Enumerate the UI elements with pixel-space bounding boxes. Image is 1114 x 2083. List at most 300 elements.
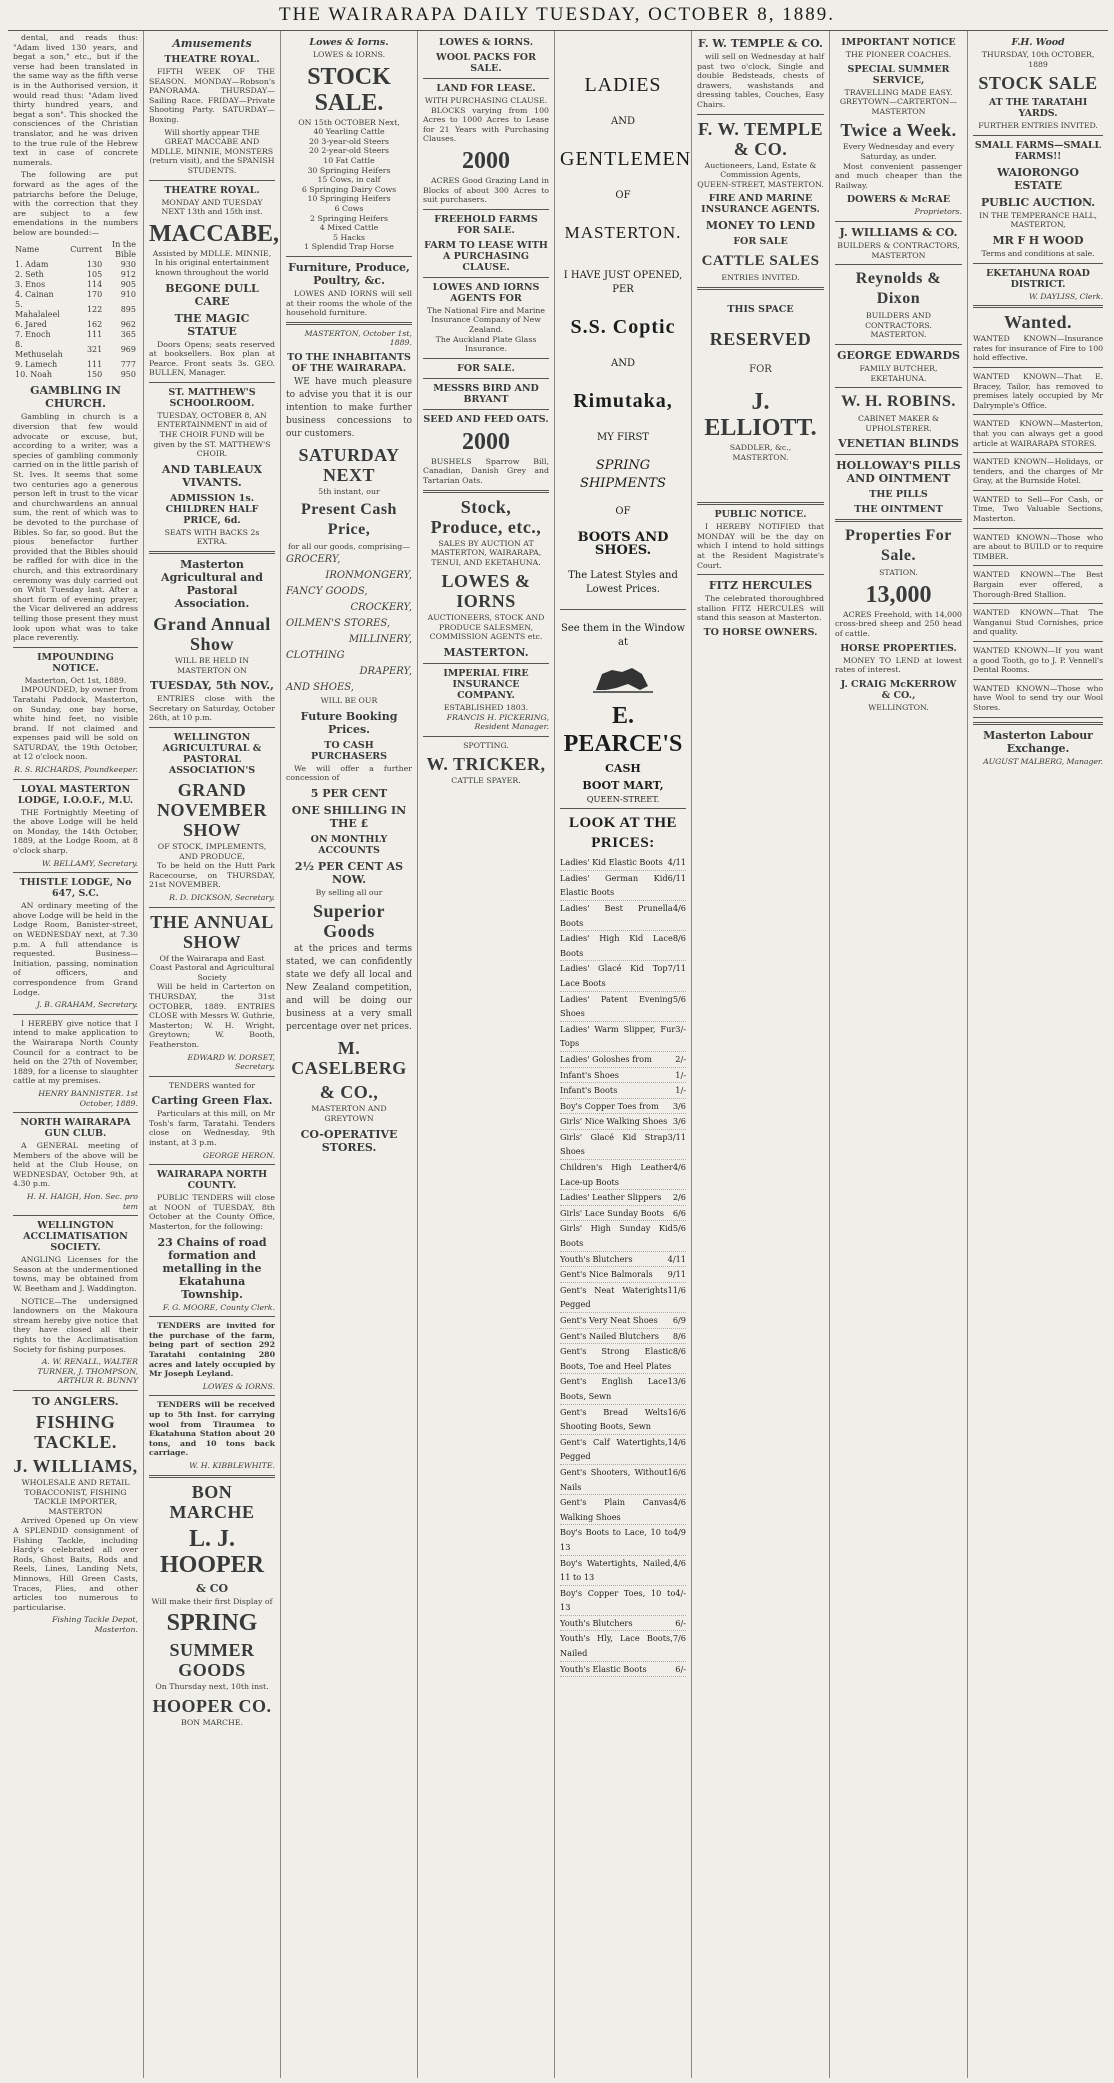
price-row [560,1344,686,1374]
wool-packs-heading: WOOL PACKS FOR SALE. [436,52,536,74]
wanted-ad: WANTED KNOWN—Holidays, or tenders, and the charges of Mr Gray, at the Burnside Hotel. [973,457,1103,486]
divider [149,1164,275,1165]
divider [149,907,275,908]
divider [423,409,549,410]
wanted-heading: Wanted. [1003,312,1072,333]
station-heading: STATION. [879,568,918,578]
table-cell: 910 [120,290,136,300]
fh-wood-heading: F.H. Wood [1011,37,1065,48]
price-item: Ladies' Goloshes from [560,1053,652,1064]
price-row [560,855,686,871]
price-row [560,1190,686,1206]
goods-list [286,552,412,696]
sections-heading: FOR SALE. [457,362,515,374]
divider [973,679,1103,680]
divider [560,609,686,610]
lowes-iorns-heading: Lowes & Iorns. [309,37,389,48]
divider [973,452,1103,453]
table-row [13,300,138,320]
of-word: OF [615,506,631,517]
price-row [560,1160,686,1190]
annual-show-text: Will be held in Carterton on THURSDAY, the 31st OCTOBER, 1889. ENTRIES CLOSE with Messrs W. Guthrie, Masterton; W. H. Wright, Greytown; W. Booth, Featherston. [149,982,275,1049]
divider [973,565,1103,566]
insurance-text: The National Fire and Marine Insurance Company of New Zealand. [426,305,546,334]
temple-sub: Auctioneers, Land, Estate & Commission Agents, [704,160,817,180]
table-row [13,330,138,340]
price-item: Ladies' Leather Slippers [560,1192,662,1203]
price-row [560,1052,686,1068]
price-item: Girls' High Sunday Kid Boots [560,1223,673,1249]
price-item: Boy's Copper Toes, 10 to 13 [560,1587,676,1613]
grand-show-subtitle: WILL BE HELD IN MASTERTON ON [174,656,250,675]
wanted-ad: WANTED to Sell—For Cash, or Time, Two Valuable Sections, Masterton. [973,494,1103,524]
column-8 [968,31,1108,2078]
column-8-top [973,33,1103,301]
masterton-date: MASTERTON, October 1st, 1889. [304,328,412,348]
impounding-signature: R. S. RICHARDS, Poundkeeper. [14,765,138,775]
divider [973,135,1103,136]
fh-wood-block [973,33,1103,301]
masterton-heading: MASTERTON. [564,223,682,242]
schoolroom-text: TUESDAY, OCTOBER 8, AN ENTERTAINMENT in aid of THE CHOIR FUND will be given by the ST. MATTHEW'S CHOIR. [153,410,271,459]
column-1 [8,31,144,2078]
wanted-ad: WANTED KNOWN—Those who have Wool to send try our Wool Stores. [973,683,1103,712]
williams-heading: J. WILLIAMS & CO. [839,225,958,239]
list-item: FANCY GOODS, [286,586,368,598]
table-cell: 930 [120,260,136,270]
impounding-place: Masterton, Oct 1st, 1889. [24,675,127,685]
price-row [560,1267,686,1283]
price-item: Gent's Strong Elastic Boots, Toe and Heel Plates [560,1346,673,1371]
price-item: Boy's Boots to Lace, 10 to 13 [560,1527,673,1552]
my-first: MY FIRST [597,432,649,443]
patriarch-ages-table [13,240,138,380]
divider [149,382,275,383]
bon-marche-heading: BON MARCHE [169,1481,255,1522]
acres-heading: 2000 [462,147,510,174]
price-row [560,1465,686,1495]
horse-owners-heading: TO HORSE OWNERS. [703,626,818,638]
farm-tender-text: TENDERS are invited for the purchase of the farm, being part of section 292 Taratahi containing 280 acres and lately occupied by Mr Joseph Leyland. [149,1321,275,1379]
table-header-cell: Name [15,245,40,255]
impounding-heading: IMPOUNDING NOTICE. [37,651,114,674]
column-7 [830,31,968,2078]
table-row [13,370,138,380]
saturday-sub: 5th instant, our [318,486,380,496]
edwards-sub: FAMILY BUTCHER, EKETAHUNA. [859,363,938,383]
divider [13,779,138,780]
table-cell: 162 [86,320,103,330]
gambling-article: Gambling in church is a diversion that few would advocate or excuse, but, according to a writer, was a species of gambling commonly carried on in the little parish of St. Ives. It seems that some two centuries ago a generous person left in trust to the vicar and churchwardens an annual sum, the rent of which was to be devoted to the purchase of Bibles. So far, so good. But the pious benefactor further provided that the Bibles should be raffled for with dice in the church, and this extraordinary ceremony was duly carried out on Whit Tuesday last. After a short form of evening prayer, the Vicar delivered an address telling those present they must look upon what was to take place reverently. [13,412,138,643]
price-value: 7/11 [667,963,686,974]
price-item: Infant's Boots [560,1085,618,1096]
newspaper-page [8,30,1108,2078]
table-header-cell: Current [70,245,103,255]
furniture-text: LOWES AND IORNS will sell at their rooms the whole of the household furniture. [286,288,412,318]
annual-show-heading: THE ANNUAL SHOW [150,911,274,952]
list-item: 20 2-year-old Steers [308,146,390,156]
ladies-heading: LADIES [584,74,662,96]
holloway-heading: HOLLOWAY'S PILLS AND OINTMENT [836,459,961,486]
for-sale-heading: FOR SALE [733,236,788,248]
column-6 [692,31,830,2078]
divider [286,322,412,325]
divider [286,256,412,257]
this-space: THIS SPACE [727,303,794,315]
table-cell: 905 [120,280,136,290]
hooper-text: Will make their first Display of [151,1596,273,1606]
road-formation-heading: 23 Chains of road formation and metalling in the Ekatahuna Township. [157,1235,267,1301]
hooper-co: & CO [195,1581,229,1595]
price-item: Boy's Watertights, Nailed, 11 to 13 [560,1557,673,1583]
terms-text: Terms and conditions at sale. [981,248,1095,258]
divider [973,528,1103,529]
entries-invited: ENTRIES INVITED. [721,273,800,283]
price-item: Ladies' Best Prunella Boots [560,902,673,928]
divider [149,1475,275,1478]
public-notice-heading: PUBLIC NOTICE. [714,509,807,521]
column-5 [555,31,692,2078]
table-cell: 895 [120,305,136,315]
list-item: CLOTHING [286,650,345,662]
annual-show-subtitle: Of the Wairarapa and East Coast Pastoral and Agricultural Society [149,953,275,982]
divider [697,114,824,115]
spotting-heading: SPOTTING. [463,740,509,750]
divider [149,1395,275,1396]
imperial-heading: IMPERIAL FIRE INSURANCE COMPANY. [443,668,529,702]
list-item: 15 Cows, in calf [317,175,381,185]
oddfellows-text: THE Fortnightly Meeting of the above Lodge will be held on Monday, the 14th October, 1889, at the Lodge Room, at 8 o'clock sharp. [13,807,138,856]
price-value: 3/11 [667,1131,686,1142]
begone-heading: BEGONE DULL CARE [165,281,259,308]
table-cell: 105 [86,270,103,280]
price-row [560,1114,686,1130]
divider [423,378,549,379]
table-cell: 1. Adam [15,260,49,270]
table-row [13,360,138,370]
divider [423,663,549,664]
theatre-heading: THEATRE ROYAL. [164,54,260,65]
divider [13,1215,138,1216]
table-cell: 150 [86,370,103,380]
price-row [560,1329,686,1345]
stock-sale-heading: STOCK SALE. [307,63,391,116]
price-item: Gent's Shooters, Without Nails [560,1466,668,1492]
pioneer-coaches: THE PIONEER COACHES. [845,50,952,59]
oddfellows-signature: W. BELLAMY, Secretary. [41,858,138,868]
reynolds-town: MASTERTON. [870,330,927,340]
divider [973,490,1103,491]
price-value: 1/- [675,1069,686,1080]
dowers-sub: Proprietors. [914,207,962,217]
list-item: OILMEN'S STORES, [286,618,391,630]
list-item: 20 3-year-old Steers [308,136,390,146]
divider [560,808,686,809]
price-row [560,1616,686,1632]
gun-club-text: A GENERAL meeting of Members of the above will be held at the Club House, on WEDNESDAY, October 9th, at 4.30 p.m. [13,1141,138,1189]
wanted-ad: WANTED KNOWN—Those who are about to BUILD or to require TIMBER. [973,532,1103,561]
venetian-heading: VENETIAN BLINDS [838,437,959,451]
price-item: Youth's Blutchers [560,1617,633,1628]
price-row [560,1556,686,1586]
article-intro: dental, and reads thus: "Adam lived 130 years, and begat a son," etc., but if the verse had been translated in the same way as the fifth verse is in the Authorised version, it would read thus: "Adam lived thirty hundred years, and begat a son". This shocked the consciences of the Christian translator, and he was driven to the true rule of the Hebrew text in case of concrete numerals. [13,33,138,167]
theatre-dates: MONDAY AND TUESDAY NEXT 13th and 15th inst. [161,197,263,217]
table-row [13,320,138,330]
tender-heading: TENDERS wanted for [168,1080,256,1090]
hooper-heading: L. J. HOOPER [159,1525,264,1578]
price-value: 6/9 [672,1315,686,1326]
mckerrow-town: WELLINGTON. [868,702,929,712]
land-lease-sub: WITH PURCHASING CLAUSE. [424,96,548,105]
price-item: Boy's Copper Toes from [560,1100,659,1111]
price-item: Girls' Nice Walking Shoes [560,1116,668,1127]
table-cell: 9. Lamech [15,360,58,370]
price-row [560,1631,686,1661]
price-item: Girls' Glacé Kid Strap Shoes [560,1131,668,1157]
price-value: 2/6 [672,1192,686,1203]
table-row [13,340,138,360]
divider [973,305,1103,308]
acclimatisation-heading: WELLINGTON ACCLIMATISATION SOCIETY. [23,1220,128,1254]
list-item: 40 Yearling Cattle [313,127,385,137]
divider [973,263,1103,264]
price-item: Gent's English Lace Boots, Sewn [560,1376,668,1401]
imperial-established: ESTABLISHED 1803. [443,703,529,713]
caselberg-co: & CO., [319,1082,379,1103]
tricker-sub: CATTLE SPAYER. [451,776,521,786]
price-value: 8/6 [672,1346,686,1357]
divider [835,454,962,455]
price-item: Ladies' Warm Slipper, Fur Tops [560,1023,676,1049]
amusements-heading: Amusements [172,37,252,50]
column-3 [281,31,418,2078]
price-row [560,1525,686,1555]
wanted-ad: WANTED KNOWN—Masterton, that you can always get a good article at WAIRARAPA STORES. [973,419,1103,448]
temple-big: F. W. TEMPLE & CO. [697,118,824,159]
price-value: 16/6 [667,1406,686,1417]
divider [149,727,275,728]
schoolroom-heading: ST. MATTHEW'S SCHOOLROOM. [168,386,256,409]
price-item: Gent's Calf Watertights, Pegged [560,1436,668,1462]
list-item: 10 Springing Heifers [307,194,391,204]
stock-sale-heading: STOCK SALE [978,73,1098,94]
trespass-notice: NOTICE—The undersigned landowners on the Makoura stream hereby give notice that they have closed all their rights to the Acclimatisation Society for fishing purposes. [13,1296,138,1354]
stock-sale-date: ON 15th OCTOBER Next, [298,117,400,127]
seed-text: BUSHELS Sparrow Bill, Canadian, Danish Grey and Tartarian Oats. [423,456,549,485]
divider [697,287,824,290]
county-heading: WAIRARAPA NORTH COUNTY. [156,1169,268,1192]
list-item: DRAPERY, [359,666,412,678]
superior-sub: By selling all our [315,887,383,897]
divider [973,367,1103,368]
divider [835,264,962,265]
list-item: 10 Fat Cattle [323,155,375,165]
theatre-upcoming: Will shortly appear THE GREAT MACCABE AND MDLLE. MINNIE, MONSTERS (return visit), and the SPANISH STUDENTS. [149,127,275,175]
theatre-heading: THEATRE ROYAL. [164,184,260,196]
coach-text: Most convenient passenger and much cheaper than the Railway. [835,161,962,190]
opened-text: I HAVE JUST OPENED, PER [563,270,683,295]
table-row [13,270,138,280]
table-cell: 365 [120,330,136,340]
price-item: Gent's Plain Canvas Walking Shoes [560,1497,673,1522]
magic-statue-heading: THE MAGIC STATUE [174,311,250,338]
grand-show-text: ENTRIES close with the Secretary on Saturday, October 26th, at 10 p.m. [149,694,275,723]
divider [13,872,138,873]
price-value: 6/11 [667,872,686,883]
admission-text: ADMISSION 1s. CHILDREN HALF PRICE, 6d. [165,492,259,526]
list-item: 6 Cows [334,203,364,213]
future-booking-heading: Future Booking Prices. [300,709,398,736]
table-cell: 777 [120,360,136,370]
price-row [560,1252,686,1268]
oddfellows-heading: LOYAL MASTERTON LODGE, I.O.O.F., M.U. [17,783,134,806]
temple-text: will sell on Wednesday at half past two o'clock, Single and double Bedsteads, chests of drawers, washstands and dressing tables, Couches, Easy Chairs. [697,52,824,109]
annual-show-signature: EDWARD W. DORSET, Secretary. [187,1052,275,1072]
spring-shipments: SPRING SHIPMENTS [580,458,666,491]
masthead [0,0,1114,30]
license-signature: HENRY BANNISTER. 1st October, 1889. [38,1088,138,1108]
list-item: 6 Springing Dairy Cows [301,184,397,194]
price-value: 16/6 [667,1466,686,1477]
table-cell: 111 [86,330,103,340]
important-notice-heading: IMPORTANT NOTICE [841,37,956,48]
cash-heading: CASH [605,762,641,775]
price-item: Ladies' High Kid Lace Boots [560,933,673,958]
table-cell: 130 [86,260,103,270]
divider [973,641,1103,642]
public-notice-text: I HEREBY NOTIFIED that MONDAY will be the day on which I intend to hold sittings at the Resident Magistrate's Court. [697,522,824,570]
road-district-heading: EKETAHUNA ROAD DISTRICT. [986,267,1090,290]
reserved-heading: RESERVED [709,328,812,349]
superior-text: at the prices and terms stated, we can confidently state we defy all local and New Zealand competition, and will be doing our business at a very small percentage over net prices. [286,944,412,1033]
price-value: 4/6 [672,1497,686,1508]
list-item: CROCKERY, [350,602,412,614]
elliott-sub: SADDLER, &c., [729,442,792,452]
divider [423,78,549,79]
shilling-heading: ONE SHILLING IN THE £ [291,803,407,830]
freehold-heading: FREEHOLD FARMS FOR SALE. [434,213,538,236]
small-farms-heading: SMALL FARMS—SMALL FARMS!! [974,139,1102,162]
table-cell: 170 [86,290,103,300]
furniture-heading: Furniture, Produce, Poultry, &c. [288,260,410,287]
table-cell: 912 [120,270,136,280]
for-word: FOR [749,363,772,375]
license-notice: I HEREBY give notice that I intend to make application to the Wairarapa North County Council for a contract to be held on the 27th of November, 1889, for a license to slaughter cattle at my premises. [13,1018,138,1086]
price-item: Infant's Shoes [560,1069,619,1080]
labour-exchange-signature: AUGUST MALBERG, Manager. [983,756,1103,766]
divider [973,603,1103,604]
divider [149,1076,275,1077]
and-word: AND [611,358,635,369]
maccabe-heading: MACCABE, [149,220,279,247]
november-show-text: To be held on the Hutt Park Racecourse, on THURSDAY, 21st NOVEMBER. [149,861,275,890]
grand-show-date: TUESDAY, 5th NOV., [149,679,274,693]
table-cell: 2. Seth [15,270,44,280]
road-district-signature: W. DAYLISS, Clerk. [1028,291,1103,301]
wellington-association-heading: WELLINGTON AGRICULTURAL & PASTORAL ASSOCIATION'S [162,732,262,776]
acres-description: ACRES Freehold, with 14,000 cross-bred sheep and 250 head of cattle. [835,609,962,639]
price-value: 4/11 [667,1253,686,1264]
table-header-cell: In the Bible [112,240,136,260]
travelling-easy: TRAVELLING MADE EASY. [844,87,953,97]
column-4 [418,31,555,2078]
table-cell: 8. Methuselah [15,340,63,360]
fh-wood-date: THURSDAY, 10th OCTOBER, 1889 [981,50,1095,69]
list-item: 2 Springing Heifers [309,213,389,223]
price-row [560,992,686,1022]
table-cell: 321 [86,345,103,355]
agri-society-heading: Masterton Agricultural and Pastoral Association. [161,558,263,611]
latest-styles: The Latest Styles and Lowest Prices. [568,570,678,595]
window-text: See them in the Window at [561,623,685,648]
list-item: 30 Springing Heifers [307,165,391,175]
price-item: Gent's Neat Waterights Pegged [560,1284,668,1310]
price-item: Ladies' Kid Elastic Boots [560,857,663,868]
masterton-heading: MASTERTON. [443,646,529,660]
fire-marine-heading: FIRE AND MARINE INSURANCE AGENTS. [701,193,820,216]
price-row [560,1374,686,1404]
acres-text: ACRES Good Grazing Land in Blocks of about 300 Acres to suit purchasers. [423,175,549,205]
price-value: 14/6 [667,1436,686,1447]
list-item: 4 Mixed Cattle [319,223,379,233]
table-cell: 111 [86,360,103,370]
price-value: 4/- [675,1587,686,1598]
county-signature: F. G. MOORE, County Clerk. [162,1302,275,1312]
price-item: Gent's Nice Balmorals [560,1269,653,1280]
properties-heading: Properties For Sale. [845,527,952,565]
maccabe-footer: Doors Opens; seats reserved at booksellers. Box plan at Pearce. Front seats 3s. GEO. BULLEN, Manager. [149,339,275,378]
table-cell: 3. Enos [15,280,46,290]
bon-marche-footer: BON MARCHE. [181,1717,243,1727]
cash-purchasers-heading: TO CASH PURCHASERS [310,739,388,762]
price-value: 6/- [675,1663,686,1674]
ointment-heading: THE OINTMENT [854,504,943,516]
divider [973,717,1103,718]
divider [13,1112,138,1113]
price-row [560,1022,686,1052]
price-row [560,1130,686,1160]
wanted-ad: WANTED KNOWN—That The Wanganui Stud Cornishes, price and quality. [973,608,1103,637]
coptic-heading: S.S. Coptic [570,316,676,338]
table-cell: 122 [86,305,103,315]
gambling-heading: GAMBLING IN CHURCH. [30,384,121,411]
table-row [13,260,138,270]
divider [973,722,1103,725]
price-row [560,901,686,931]
money-lend-heading: MONEY TO LEND [705,219,816,233]
list-item: 5 Hacks [333,232,365,242]
cattle-sales-heading: CATTLE SALES [701,253,820,270]
grand-show-heading: Grand Annual Show [153,614,271,655]
price-item: Gent's Bread Welts Shooting Boots, Sewn [560,1406,668,1432]
list-item: IRONMONGERY, [325,570,412,582]
hooper-footer: On Thursday next, 10th inst. [155,1682,269,1692]
superior-goods-heading: Superior Goods [312,901,385,942]
fitz-hercules-text: The celebrated thoroughbred stallion FITZ HERCULES will stand this season at Masterton. [697,594,824,623]
price-value: 5/6 [672,993,686,1004]
price-item: Ladies' Patent Evening Shoes [560,993,673,1019]
mr-fh-wood: MR F H WOOD [992,233,1084,247]
table-row [13,280,138,290]
price-row [560,1495,686,1525]
wanted-ad: WANTED KNOWN—If you want a good Tooth, go to J. P. Vennell's Dental Rooms. [973,646,1103,675]
inhabitants-heading: TO THE INHABITANTS OF THE WAIRARAPA. [287,351,411,374]
cooperative-heading: CO-OPERATIVE STORES. [300,1127,398,1154]
look-prices-heading: LOOK AT THE PRICES: [568,815,678,852]
price-row [560,1083,686,1099]
reynolds-sub: BUILDERS AND CONTRACTORS. [865,311,932,330]
stock-lines-list [286,127,412,252]
